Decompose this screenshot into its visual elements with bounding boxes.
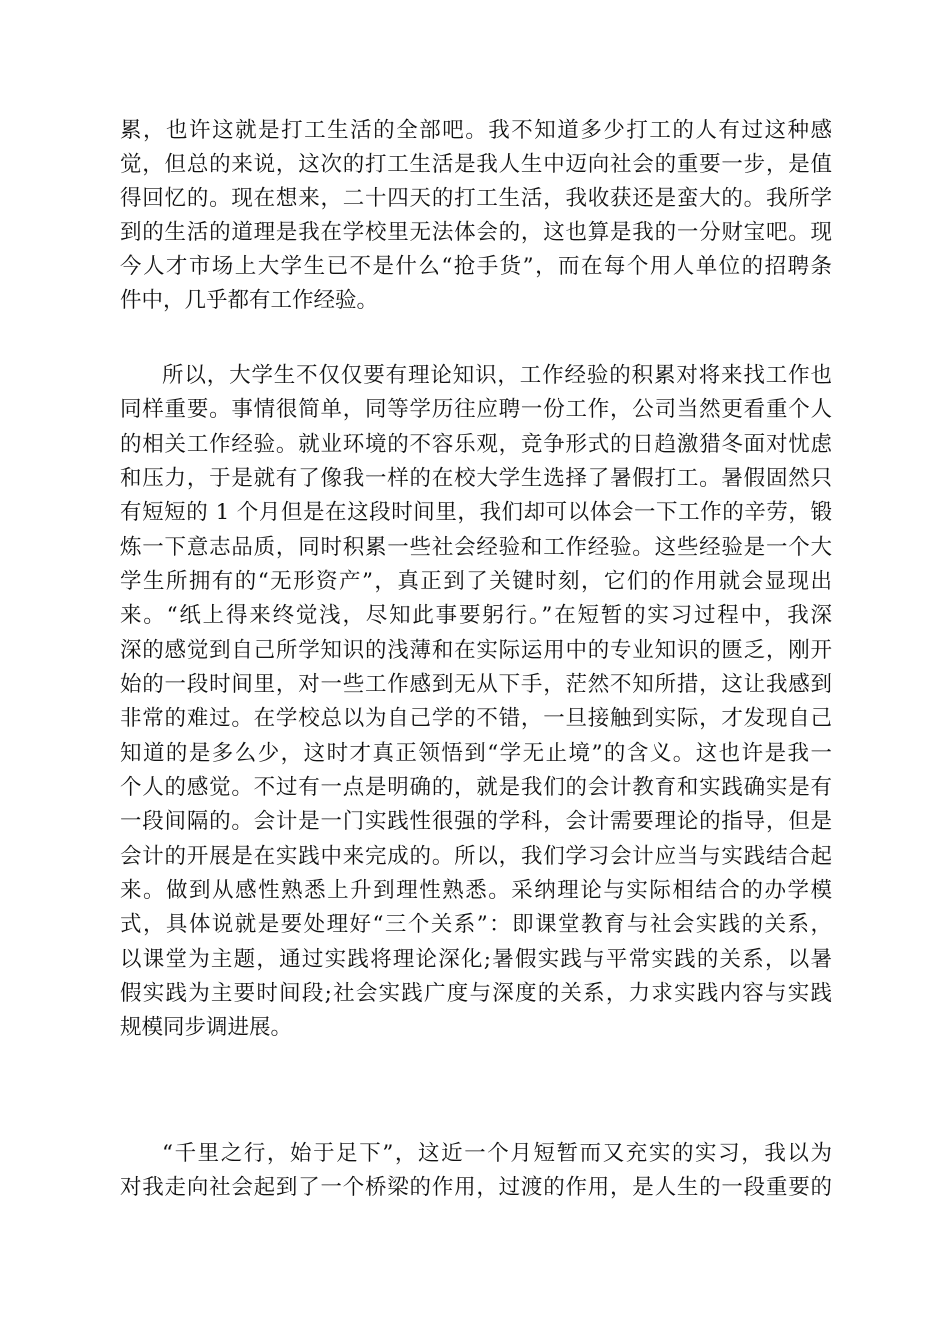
text-line: 以课堂为主题，通过实践将理论深化;暑假实践与平常实践的关系，以暑 [120, 947, 832, 972]
text-line: 会计的开展是在实践中来完成的。所以，我们学习会计应当与实践结合起 [120, 844, 832, 869]
text-line: 来。做到从感性熟悉上升到理性熟悉。采纳理论与实际相结合的办学模 [120, 878, 832, 903]
text-line: 来。“纸上得来终觉浅，尽知此事要躬行。”在短暂的实习过程中，我深 [120, 603, 832, 628]
text-line: 觉，但总的来说，这次的打工生活是我人生中迈向社会的重要一步，是值 [120, 152, 832, 177]
text-line: 知道的是多么少，这时才真正领悟到“学无止境”的含义。这也许是我一 [120, 741, 832, 766]
text-line: 对我走向社会起到了一个桥梁的作用，过渡的作用，是人生的一段重要的 [120, 1175, 832, 1200]
text-line: 非常的难过。在学校总以为自己学的不错，一旦接触到实际，才发现自己 [120, 706, 832, 731]
text-line: 炼一下意志品质，同时积累一些社会经验和工作经验。这些经验是一个大 [120, 535, 832, 560]
text-line: 所以，大学生不仅仅要有理论知识，工作经验的积累对将来找工作也 [162, 363, 832, 388]
text-line: 得回忆的。现在想来，二十四天的打工生活，我收获还是蛮大的。我所学 [120, 186, 832, 211]
text-line: 累，也许这就是打工生活的全部吧。我不知道多少打工的人有过这种感 [120, 118, 832, 143]
text-line: 深的感觉到自己所学知识的浅薄和在实际运用中的专业知识的匮乏，刚开 [120, 638, 832, 663]
text-line: 和压力，于是就有了像我一样的在校大学生选择了暑假打工。暑假固然只 [120, 466, 832, 491]
text-line: 式，具体说就是要处理好“三个关系”：即课堂教育与社会实践的关系， [120, 912, 832, 937]
text-line: 今人才市场上大学生已不是什么“抢手货”，而在每个用人单位的招聘条 [120, 254, 832, 279]
text-line: 到的生活的道理是我在学校里无法体会的，这也算是我的一分财宝吧。现 [120, 220, 832, 245]
text-line: 始的一段时间里，对一些工作感到无从下手，茫然不知所措，这让我感到 [120, 672, 832, 697]
text-line: 同样重要。事情很简单，同等学历往应聘一份工作，公司当然更看重个人 [120, 397, 832, 422]
text-line: 个人的感觉。不过有一点是明确的，就是我们的会计教育和实践确实是有 [120, 775, 832, 800]
text-line: “千里之行，始于足下”，这近一个月短暂而又充实的实习，我以为 [162, 1141, 832, 1166]
text-line: 一段间隔的。会计是一门实践性很强的学科，会计需要理论的指导，但是 [120, 809, 832, 834]
text-line: 学生所拥有的“无形资产”，真正到了关键时刻，它们的作用就会显现出 [120, 569, 832, 594]
text-line: 的相关工作经验。就业环境的不容乐观，竞争形式的日趋激猎冬面对忧虑 [120, 432, 832, 457]
text-line: 假实践为主要时间段;社会实践广度与深度的关系，力求实践内容与实践 [120, 981, 832, 1006]
text-line: 规模同步调进展。 [120, 1015, 293, 1040]
text-line: 有短短的 1 个月但是在这段时间里，我们却可以体会一下工作的辛劳，锻 [120, 500, 832, 525]
text-line: 件中，几乎都有工作经验。 [120, 288, 379, 313]
